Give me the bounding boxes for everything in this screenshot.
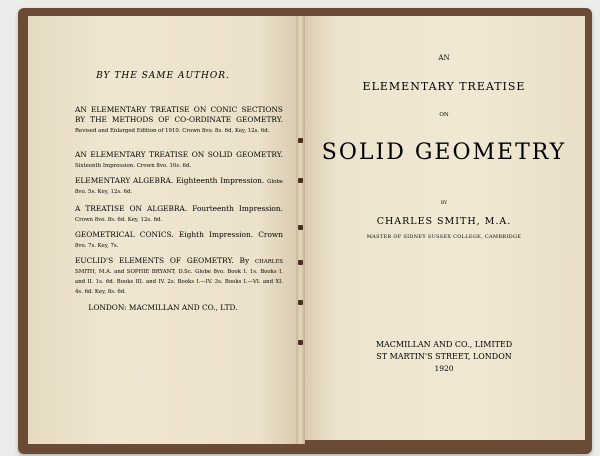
- binding-stitch: [298, 178, 303, 183]
- book-entry: [75, 176, 283, 196]
- author-name: CHARLES SMITH, M.A.: [376, 216, 512, 227]
- entry-detail: 8vo. 7s. Key, 7s.: [75, 243, 119, 249]
- publisher-address: ST MARTIN'S STREET, LONDON: [376, 352, 512, 361]
- binding-stitch: [298, 300, 303, 305]
- publication-year: 1920: [434, 364, 454, 373]
- left-footer: LONDON: MACMILLAN AND CO., LTD.: [88, 303, 238, 312]
- entry-title: GEOMETRICAL CONICS. Eighth Impression. Crown: [75, 230, 283, 239]
- title-by: BY: [440, 201, 448, 206]
- book-entry: [75, 256, 283, 296]
- entry-detail: Globe 8vo. 5s. Key, 12s. 6d.: [75, 179, 283, 195]
- title-elementary: ELEMENTARY TREATISE: [362, 80, 526, 93]
- entry-title: ELEMENTARY ALGEBRA. Eighteenth Impression.: [75, 176, 265, 185]
- entry-detail: Sixteenth Impression. Crown 8vo. 10s. 6d.: [75, 163, 192, 169]
- entry-detail: Revised and Enlarged Edition of 1910. Crown 8vo. 8s. 6d. Key, 12s. 6d.: [75, 128, 270, 134]
- entry-detail: CHARLES SMITH, M.A. and SOPHIE BRYANT, D.Sc. Globe 8vo. Book I. 1s. Books I. and II. 1s. 6d. Books III. and IV. 2s. Books I.—IV. 3s. Books I.—VI. and XI. 4s. 6d. Key, 8s. 6d.: [75, 259, 283, 295]
- entry-title: A TREATISE ON ALGEBRA. Fourteenth Impression.: [75, 204, 283, 213]
- book-entry: [75, 105, 283, 135]
- entry-title: AN ELEMENTARY TREATISE ON CONIC SECTIONS BY THE METHODS OF CO-ORDINATE GEOMETRY.: [75, 105, 283, 124]
- publisher-name: MACMILLAN AND CO., LIMITED: [375, 340, 513, 349]
- entry-title: EUCLID'S ELEMENTS OF GEOMETRY. By: [75, 256, 250, 265]
- author-title: MASTER OF SIDNEY SUSSEX COLLEGE, CAMBRIDGE: [366, 234, 522, 240]
- title-on: ON: [439, 112, 449, 118]
- book-entry: [75, 230, 283, 250]
- left-heading: BY THE SAME AUTHOR.: [96, 71, 230, 81]
- book-entry: [75, 204, 283, 224]
- binding-stitch: [298, 260, 303, 265]
- entry-detail: Crown 8vo. 8s. 6d. Key, 12s. 6d.: [75, 217, 163, 223]
- entry-title: AN ELEMENTARY TREATISE ON SOLID GEOMETRY.: [75, 150, 283, 159]
- book-entry: [75, 150, 283, 170]
- title-an: AN: [438, 54, 450, 62]
- book-title: SOLID GEOMETRY: [321, 140, 567, 165]
